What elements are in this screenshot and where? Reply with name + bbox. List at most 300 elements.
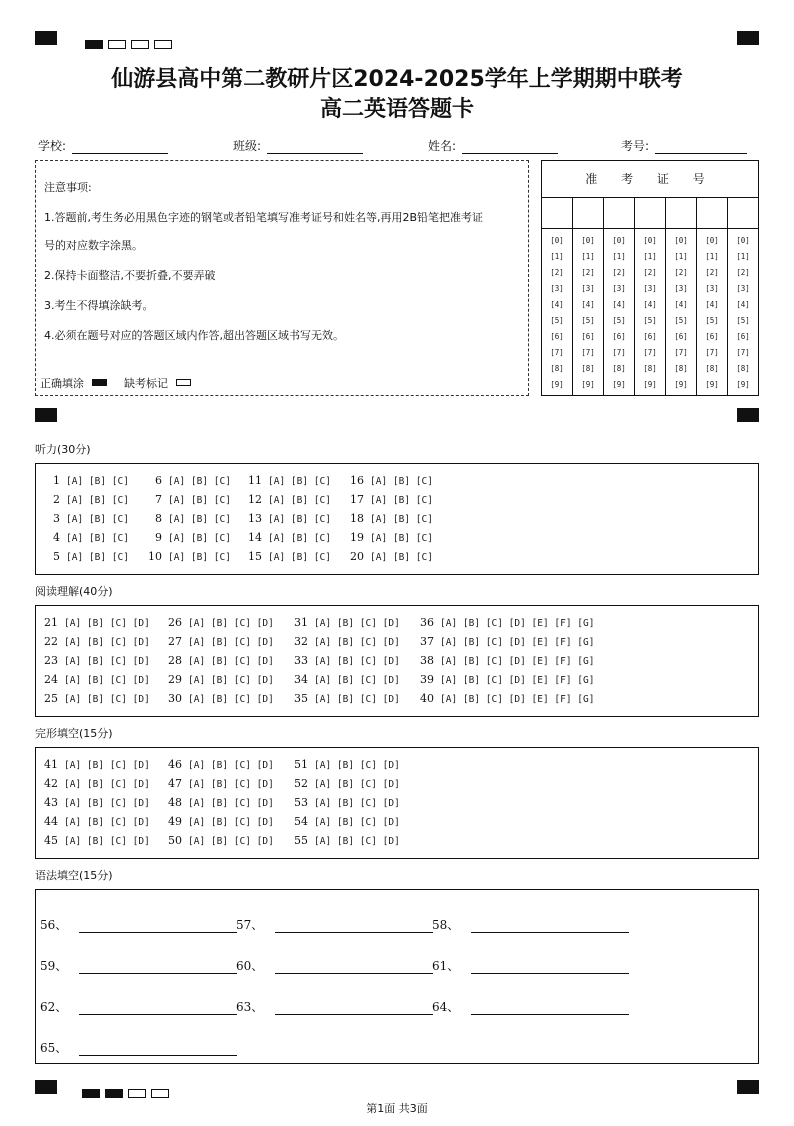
question-8[interactable] [140,512,231,525]
question-number: 34 [294,673,308,686]
correct-fill-label: 正确填涂 [40,377,84,390]
exam-id-digit-bubble[interactable]: [7] [612,348,626,357]
notice-item-3: 3.考生不得填涂缺考。 [44,299,154,312]
question-43[interactable] [36,796,150,809]
answer-bubbles[interactable]: [A] [B] [C] [D] [188,656,274,667]
question-number: 52 [294,777,308,790]
question-49[interactable] [160,815,274,828]
answer-bubbles[interactable]: [A] [B] [C] [D] [314,694,400,705]
exam-id-digit-bubble[interactable]: [8] [550,364,564,373]
answer-bubbles[interactable]: [A] [B] [C] [D] [64,817,150,828]
exam-id-digit-bubble[interactable]: [2] [736,268,750,277]
question-number: 21 [44,616,58,629]
exam-id-digit-bubble[interactable]: [8] [736,364,750,373]
question-17[interactable] [342,493,433,506]
answer-bubbles[interactable]: [A] [B] [C] [370,495,433,506]
name-field[interactable] [428,137,558,154]
answer-bubbles[interactable]: [A] [B] [C] [D] [188,817,274,828]
exam-id-digit-bubble[interactable]: [3] [643,284,657,293]
question-number: 33 [294,654,308,667]
exam-id-digit-bubble[interactable]: [2] [643,268,657,277]
exam-id-column [542,198,573,396]
question-number: 23 [44,654,58,667]
absent-mark-checkbox[interactable] [176,379,191,386]
question-7[interactable] [140,493,231,506]
exam-id-digit-bubble[interactable]: [1] [612,252,626,261]
code-square [105,1089,123,1098]
exam-id-column [604,198,635,396]
question-number: 36 [420,616,434,629]
exam-id-digit-bubble[interactable]: [0] [581,236,595,245]
grammar-answer-line[interactable] [471,961,629,974]
exam-no-label: 考号: [621,139,650,153]
exam-id-write-cell[interactable] [573,198,603,229]
grammar-label: 语法填空(15分) [35,869,113,882]
timing-mark [737,1080,759,1094]
code-square [128,1089,146,1098]
exam-id-write-cell[interactable] [728,198,758,229]
question-12[interactable] [240,493,331,506]
question-number: 6 [155,474,162,487]
grammar-item-57[interactable] [236,916,433,933]
exam-id-box [541,160,759,396]
answer-bubbles[interactable]: [A] [B] [C] [D] [314,675,400,686]
class-field[interactable] [233,137,363,154]
answer-bubbles[interactable]: [A] [B] [C] [D] [188,675,274,686]
answer-bubbles[interactable]: [A] [B] [C] [D] [E] [F] [G] [440,656,595,667]
answer-bubbles[interactable]: [A] [B] [C] [D] [E] [F] [G] [440,618,595,629]
question-51[interactable] [286,758,400,771]
notice-title: 注意事项: [44,181,92,194]
notice-item-1a: 1.答题前,考生务必用黑色字迹的钢笔或者铅笔填写准考证号和姓名等,再用2B铅笔把准考证 [44,211,484,224]
exam-id-digit-bubble[interactable]: [1] [550,252,564,261]
answer-bubbles[interactable]: [A] [B] [C] [66,533,129,544]
grammar-item-60[interactable] [236,957,433,974]
exam-id-digit-bubble[interactable]: [2] [581,268,595,277]
exam-id-column [666,198,697,396]
exam-id-digit-bubble[interactable]: [9] [736,380,750,389]
answer-bubbles[interactable]: [A] [B] [C] [168,533,231,544]
exam-no-field[interactable] [621,137,747,154]
grammar-item-65[interactable] [40,1039,237,1056]
exam-id-digit-bubble[interactable]: [6] [643,332,657,341]
question-15[interactable] [240,550,331,563]
question-48[interactable] [160,796,274,809]
grammar-section [35,889,759,1064]
question-52[interactable] [286,777,400,790]
answer-bubbles[interactable]: [A] [B] [C] [D] [314,817,400,828]
title-line-2: 高二英语答题卡 [319,97,474,122]
answer-bubbles[interactable]: [A] [B] [C] [370,514,433,525]
exam-id-digit-bubble[interactable]: [0] [674,236,688,245]
exam-id-digit-bubble[interactable]: [9] [705,380,719,389]
grammar-answer-line[interactable] [275,1002,433,1015]
exam-id-columns [542,198,758,396]
question-46[interactable] [160,758,274,771]
answer-bubbles[interactable]: [A] [B] [C] [268,552,331,563]
question-20[interactable] [342,550,433,563]
grammar-item-63[interactable] [236,998,433,1015]
grammar-item-number: 60、 [236,959,264,973]
answer-bubbles[interactable]: [A] [B] [C] [268,476,331,487]
exam-id-digit-bubble[interactable]: [1] [643,252,657,261]
exam-id-digit-bubble[interactable]: [1] [736,252,750,261]
question-41[interactable] [36,758,150,771]
exam-id-column [728,198,758,396]
answer-bubbles[interactable]: [A] [B] [C] [370,552,433,563]
question-36[interactable] [412,616,594,629]
answer-bubbles[interactable]: [A] [B] [C] [D] [314,618,400,629]
answer-bubbles[interactable]: [A] [B] [C] [268,533,331,544]
answer-bubbles[interactable]: [A] [B] [C] [168,476,231,487]
exam-id-digit-bubble[interactable]: [5] [550,316,564,325]
question-number: 14 [248,531,262,544]
question-26[interactable] [160,616,274,629]
question-number: 1 [53,474,60,487]
exam-id-digit-bubble[interactable]: [6] [550,332,564,341]
exam-id-digit-bubble[interactable]: [3] [581,284,595,293]
question-38[interactable] [412,654,594,667]
question-number: 43 [44,796,58,809]
code-square [85,40,103,49]
exam-id-digit-bubble[interactable]: [4] [674,300,688,309]
grammar-answer-line[interactable] [275,961,433,974]
exam-id-digit-bubble[interactable]: [7] [550,348,564,357]
exam-id-digit-bubble[interactable]: [0] [736,236,750,245]
question-13[interactable] [240,512,331,525]
school-field[interactable] [38,137,168,154]
exam-id-digit-bubble[interactable]: [9] [643,380,657,389]
question-number: 2 [53,493,60,506]
answer-bubbles[interactable]: [A] [B] [C] [370,476,433,487]
grammar-item-62[interactable] [40,998,237,1015]
answer-bubbles[interactable]: [A] [B] [C] [D] [188,694,274,705]
answer-bubbles[interactable]: [A] [B] [C] [D] [E] [F] [G] [440,637,595,648]
question-number: 7 [155,493,162,506]
exam-id-write-cell[interactable] [604,198,634,229]
exam-id-digit-bubble[interactable]: [2] [612,268,626,277]
question-24[interactable] [36,673,150,686]
answer-bubbles[interactable]: [A] [B] [C] [268,514,331,525]
question-18[interactable] [342,512,433,525]
answer-bubbles[interactable]: [A] [B] [C] [D] [188,760,274,771]
reading-section [35,605,759,717]
exam-id-digit-bubble[interactable]: [8] [643,364,657,373]
exam-id-digit-bubble[interactable]: [6] [736,332,750,341]
grammar-item-number: 58、 [432,918,460,932]
answer-bubbles[interactable]: [A] [B] [C] [D] [E] [F] [G] [440,694,595,705]
exam-id-digit-bubble[interactable]: [6] [612,332,626,341]
question-55[interactable] [286,834,400,847]
question-32[interactable] [286,635,400,648]
question-33[interactable] [286,654,400,667]
question-11[interactable] [240,474,331,487]
grammar-answer-line[interactable] [79,920,237,933]
class-line[interactable] [267,141,363,154]
question-number: 49 [168,815,182,828]
exam-id-digit-bubble[interactable]: [4] [705,300,719,309]
fill-legend [40,375,196,391]
question-1[interactable] [38,474,129,487]
question-number: 5 [53,550,60,563]
answer-bubbles[interactable]: [A] [B] [C] [370,533,433,544]
exam-id-write-cell[interactable] [635,198,665,229]
question-number: 35 [294,692,308,705]
answer-bubbles[interactable]: [A] [B] [C] [D] [314,779,400,790]
exam-id-digit-bubble[interactable]: [5] [736,316,750,325]
grammar-answer-line[interactable] [79,1043,237,1056]
exam-id-column [573,198,604,396]
exam-id-digit-bubble[interactable]: [5] [643,316,657,325]
answer-bubbles[interactable]: [A] [B] [C] [D] [64,656,150,667]
answer-bubbles[interactable]: [A] [B] [C] [D] [188,798,274,809]
answer-bubbles[interactable]: [A] [B] [C] [D] [314,760,400,771]
question-number: 20 [350,550,364,563]
exam-id-write-cell[interactable] [697,198,727,229]
question-29[interactable] [160,673,274,686]
question-35[interactable] [286,692,400,705]
question-53[interactable] [286,796,400,809]
grammar-answer-line[interactable] [79,961,237,974]
question-number: 13 [248,512,262,525]
exam-id-digit-bubble[interactable]: [1] [705,252,719,261]
question-number: 51 [294,758,308,771]
exam-id-digit-bubble[interactable]: [0] [612,236,626,245]
question-2[interactable] [38,493,129,506]
exam-id-digit-bubble[interactable]: [8] [674,364,688,373]
exam-id-write-cell[interactable] [542,198,572,229]
exam-id-digit-bubble[interactable]: [2] [550,268,564,277]
exam-id-digit-bubble[interactable]: [8] [581,364,595,373]
exam-id-digit-bubble[interactable]: [4] [736,300,750,309]
question-28[interactable] [160,654,274,667]
exam-id-digit-bubble[interactable]: [3] [612,284,626,293]
grammar-item-number: 59、 [40,959,68,973]
timing-mark [35,31,57,45]
timing-mark [737,408,759,422]
question-30[interactable] [160,692,274,705]
answer-bubbles[interactable]: [A] [B] [C] [168,514,231,525]
question-number: 48 [168,796,182,809]
grammar-item-number: 57、 [236,918,264,932]
exam-id-digit-bubble[interactable]: [6] [705,332,719,341]
exam-id-digit-bubble[interactable]: [3] [736,284,750,293]
question-4[interactable] [38,531,129,544]
question-44[interactable] [36,815,150,828]
code-square [82,1089,100,1098]
question-number: 15 [248,550,262,563]
grammar-answer-line[interactable] [471,920,629,933]
page-footer: 第1面 共3面 [366,1102,428,1115]
question-23[interactable] [36,654,150,667]
exam-id-digit-bubble[interactable]: [9] [581,380,595,389]
cloze-section [35,747,759,859]
grammar-answer-line[interactable] [275,920,433,933]
question-number: 10 [148,550,162,563]
exam-id-digit-bubble[interactable]: [0] [643,236,657,245]
answer-bubbles[interactable]: [A] [B] [C] [D] [64,779,150,790]
question-number: 19 [350,531,364,544]
grammar-answer-line[interactable] [79,1002,237,1015]
grammar-answer-line[interactable] [471,1002,629,1015]
question-31[interactable] [286,616,400,629]
exam-id-digit-bubble[interactable]: [3] [674,284,688,293]
question-number: 50 [168,834,182,847]
question-number: 55 [294,834,308,847]
answer-bubbles[interactable]: [A] [B] [C] [D] [188,618,274,629]
answer-bubbles[interactable]: [A] [B] [C] [D] [64,675,150,686]
exam-id-digit-bubble[interactable]: [8] [705,364,719,373]
question-3[interactable] [38,512,129,525]
exam-id-digit-bubble[interactable]: [0] [705,236,719,245]
question-number: 29 [168,673,182,686]
grammar-item-number: 63、 [236,1000,264,1014]
question-39[interactable] [412,673,594,686]
answer-bubbles[interactable]: [A] [B] [C] [268,495,331,506]
answer-bubbles[interactable]: [A] [B] [C] [D] [188,637,274,648]
question-number: 47 [168,777,182,790]
exam-id-write-cell[interactable] [666,198,696,229]
question-42[interactable] [36,777,150,790]
exam-id-digit-bubble[interactable]: [7] [705,348,719,357]
question-number: 9 [155,531,162,544]
exam-id-digit-bubble[interactable]: [8] [612,364,626,373]
grammar-item-56[interactable] [40,916,237,933]
question-37[interactable] [412,635,594,648]
code-square [151,1089,169,1098]
exam-id-column [635,198,666,396]
question-27[interactable] [160,635,274,648]
question-number: 46 [168,758,182,771]
absent-mark-label: 缺考标记 [124,377,168,390]
grammar-item-61[interactable] [432,957,629,974]
question-number: 39 [420,673,434,686]
notice-item-1b: 号的对应数字涂黑。 [44,239,143,252]
answer-bubbles[interactable]: [A] [B] [C] [D] [64,694,150,705]
grammar-item-number: 61、 [432,959,460,973]
answer-bubbles[interactable]: [A] [B] [C] [66,476,129,487]
question-number: 40 [420,692,434,705]
exam-id-digit-bubble[interactable]: [4] [581,300,595,309]
question-22[interactable] [36,635,150,648]
answer-bubbles[interactable]: [A] [B] [C] [D] [E] [F] [G] [440,675,595,686]
exam-id-digit-bubble[interactable]: [7] [581,348,595,357]
timing-mark [737,31,759,45]
question-number: 24 [44,673,58,686]
question-number: 25 [44,692,58,705]
exam-id-digit-bubble[interactable]: [7] [643,348,657,357]
question-number: 45 [44,834,58,847]
answer-bubbles[interactable]: [A] [B] [C] [66,514,129,525]
answer-bubbles[interactable]: [A] [B] [C] [D] [64,836,150,847]
answer-bubbles[interactable]: [A] [B] [C] [D] [64,618,150,629]
question-number: 22 [44,635,58,648]
question-50[interactable] [160,834,274,847]
school-label: 学校: [38,139,67,153]
question-10[interactable] [140,550,231,563]
question-21[interactable] [36,616,150,629]
answer-bubbles[interactable]: [A] [B] [C] [D] [64,798,150,809]
exam-id-digit-bubble[interactable]: [3] [550,284,564,293]
exam-id-digit-bubble[interactable]: [5] [705,316,719,325]
exam-id-digit-bubble[interactable]: [2] [674,268,688,277]
question-34[interactable] [286,673,400,686]
question-40[interactable] [412,692,594,705]
grammar-item-64[interactable] [432,998,629,1015]
answer-bubbles[interactable]: [A] [B] [C] [168,552,231,563]
answer-bubbles[interactable]: [A] [B] [C] [D] [314,836,400,847]
exam-id-digit-bubble[interactable]: [1] [674,252,688,261]
exam-id-digit-bubble[interactable]: [6] [581,332,595,341]
exam-id-digit-bubble[interactable]: [7] [736,348,750,357]
exam-id-digit-bubble[interactable]: [4] [612,300,626,309]
notice-item-4: 4.必须在题号对应的答题区域内作答,超出答题区域书写无效。 [44,329,344,342]
question-47[interactable] [160,777,274,790]
exam-id-digit-bubble[interactable]: [9] [674,380,688,389]
answer-bubbles[interactable]: [A] [B] [C] [168,495,231,506]
exam-id-digit-bubble[interactable]: [3] [705,284,719,293]
exam-id-digit-bubble[interactable]: [2] [705,268,719,277]
question-16[interactable] [342,474,433,487]
answer-bubbles[interactable]: [A] [B] [C] [66,495,129,506]
answer-bubbles[interactable]: [A] [B] [C] [D] [64,637,150,648]
answer-bubbles[interactable]: [A] [B] [C] [D] [314,798,400,809]
exam-id-digit-bubble[interactable]: [6] [674,332,688,341]
answer-bubbles[interactable]: [A] [B] [C] [D] [188,836,274,847]
exam-id-digit-bubble[interactable]: [4] [643,300,657,309]
exam-id-digit-bubble[interactable]: [5] [581,316,595,325]
question-5[interactable] [38,550,129,563]
exam-id-digit-bubble[interactable]: [7] [674,348,688,357]
answer-bubbles[interactable]: [A] [B] [C] [D] [188,779,274,790]
question-19[interactable] [342,531,433,544]
exam-no-line[interactable] [655,141,747,154]
exam-id-digit-bubble[interactable]: [4] [550,300,564,309]
grammar-item-59[interactable] [40,957,237,974]
reading-label: 阅读理解(40分) [35,585,113,598]
answer-bubbles[interactable]: [A] [B] [C] [D] [314,637,400,648]
answer-bubbles[interactable]: [A] [B] [C] [D] [314,656,400,667]
exam-id-digit-bubble[interactable]: [5] [612,316,626,325]
exam-id-digit-bubble[interactable]: [5] [674,316,688,325]
correct-fill-sample [92,379,107,386]
exam-id-digit-bubble[interactable]: [0] [550,236,564,245]
notice-box [35,160,529,396]
answer-bubbles[interactable]: [A] [B] [C] [D] [64,760,150,771]
question-9[interactable] [140,531,231,544]
school-line[interactable] [72,141,168,154]
timing-mark [35,1080,57,1094]
grammar-item-number: 62、 [40,1000,68,1014]
question-14[interactable] [240,531,331,544]
title-line-1: 仙游县高中第二教研片区2024-2025学年上学期期中联考 [111,67,683,92]
grammar-item-number: 65、 [40,1041,68,1055]
question-25[interactable] [36,692,150,705]
timing-mark [35,408,57,422]
question-number: 44 [44,815,58,828]
question-6[interactable] [140,474,231,487]
answer-bubbles[interactable]: [A] [B] [C] [66,552,129,563]
question-number: 28 [168,654,182,667]
question-45[interactable] [36,834,150,847]
exam-id-digit-bubble[interactable]: [9] [550,380,564,389]
name-line[interactable] [462,141,558,154]
exam-id-digit-bubble[interactable]: [9] [612,380,626,389]
question-54[interactable] [286,815,400,828]
question-number: 42 [44,777,58,790]
exam-id-digit-bubble[interactable]: [1] [581,252,595,261]
grammar-item-58[interactable] [432,916,629,933]
